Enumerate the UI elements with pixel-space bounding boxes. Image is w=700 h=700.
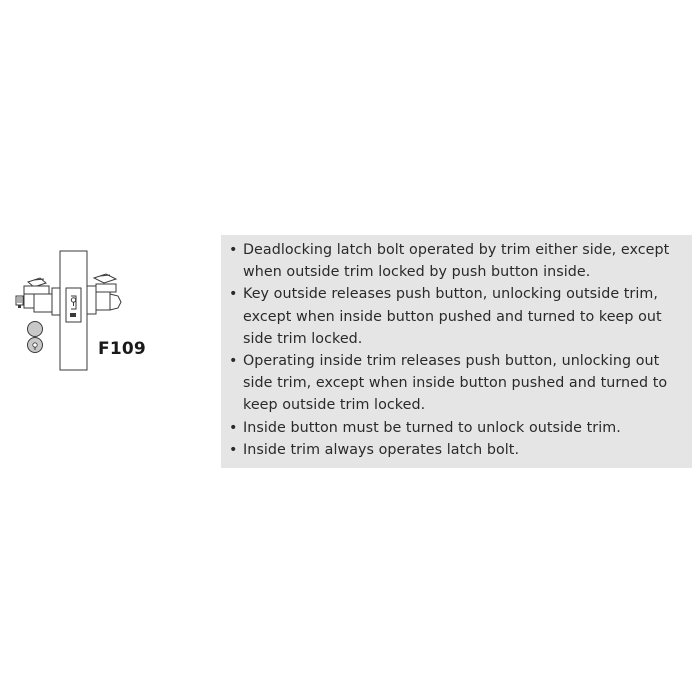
description-panel	[221, 235, 692, 468]
list-item: • Key outside releases push button, unlocking outside trim, except when inside button pushed and turned to keep out side trim locked.	[228, 283, 684, 350]
list-item: • Deadlocking latch bolt operated by trim either side, except when outside trim locked by push button inside.	[228, 239, 684, 283]
cylinder-icon	[16, 296, 23, 308]
lock-function-diagram	[10, 238, 170, 372]
list-item: • Operating inside trim releases push button, unlocking out side trim, except when inside button pushed and turned to keep outside trim locked.	[228, 350, 684, 417]
outside-lever	[24, 278, 60, 315]
description-list	[228, 239, 684, 461]
list-item: • Inside trim always operates latch bolt.	[228, 439, 684, 461]
inside-lever	[87, 274, 121, 314]
key-cylinder-icon	[28, 322, 43, 353]
function-code: F109	[98, 339, 146, 359]
list-item: • Inside button must be turned to unlock outside trim.	[228, 417, 684, 439]
